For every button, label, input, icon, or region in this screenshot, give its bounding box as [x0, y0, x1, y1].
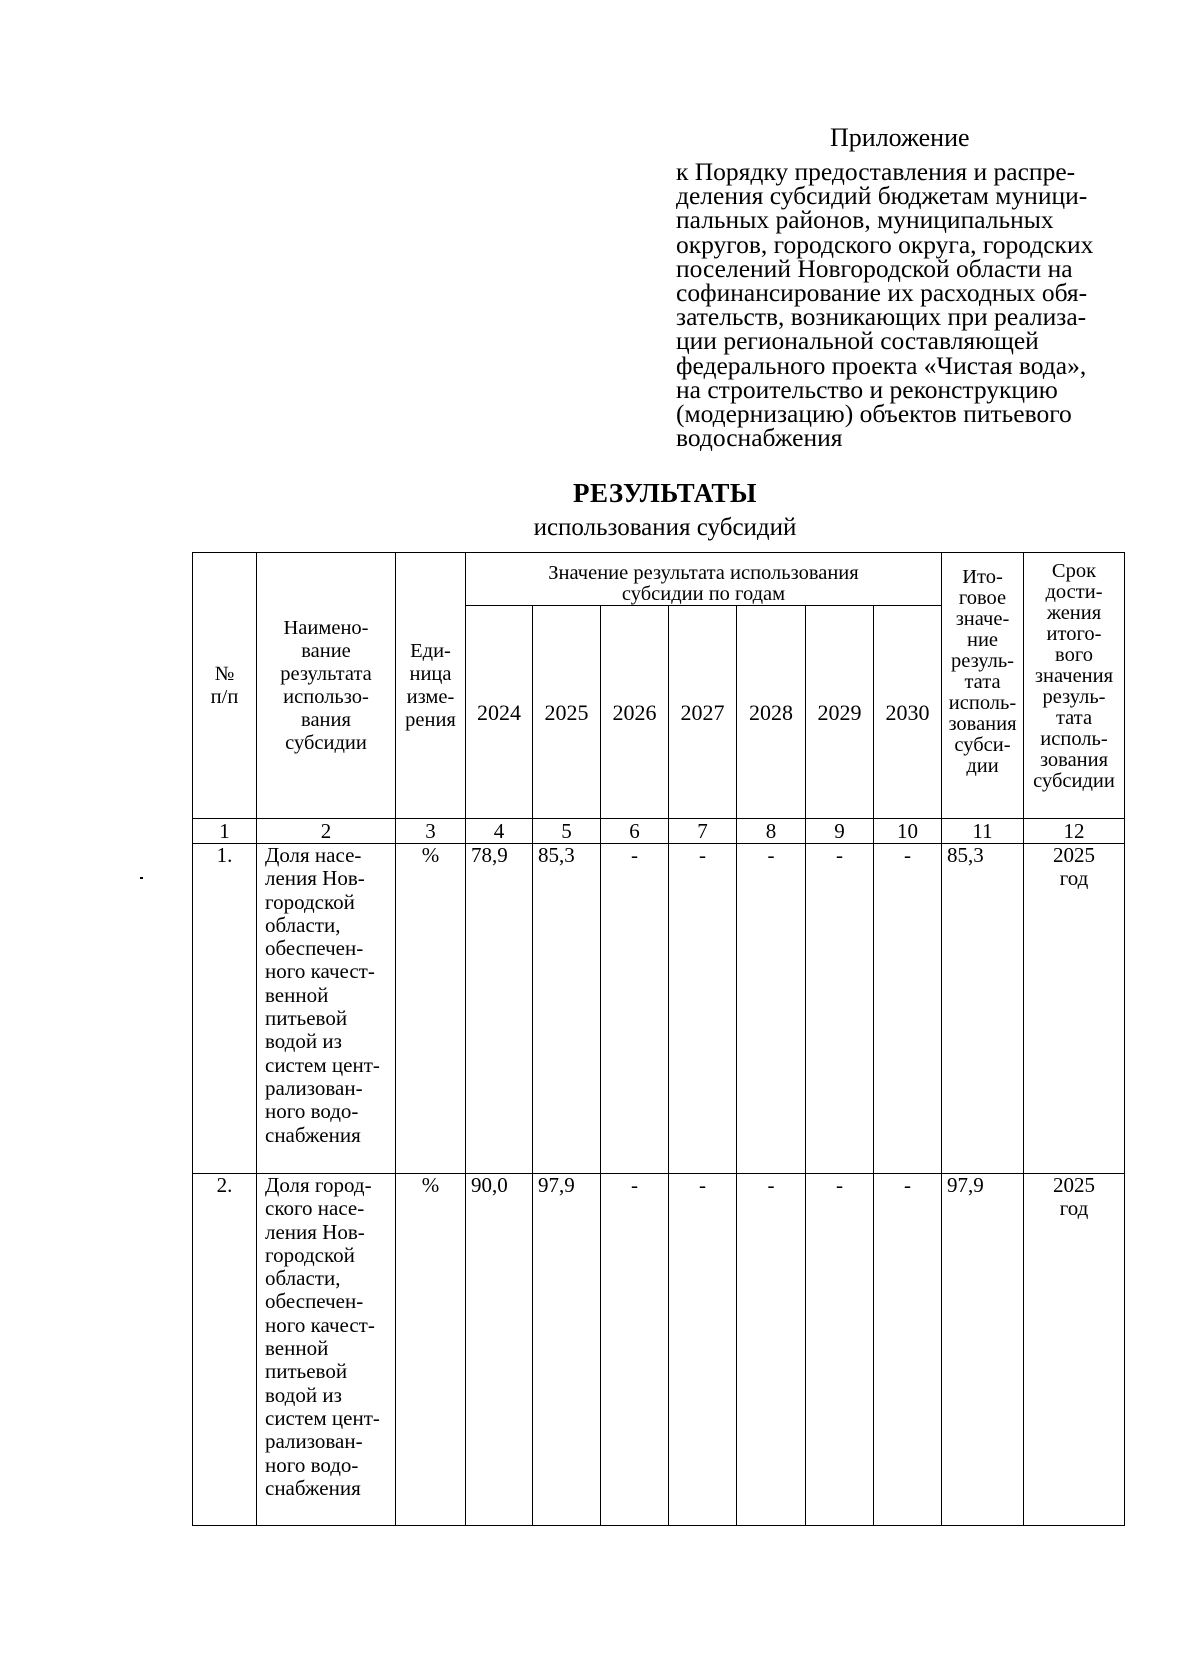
column-number: 6: [601, 819, 669, 844]
row-name: Доля насе- ления Нов- городской области, обеспечен- ного качест- венной питьевой водой из систем цент- рализован- ного водо- снабжения: [257, 844, 396, 1174]
row-value: -: [874, 1174, 942, 1526]
column-number: 2: [257, 819, 396, 844]
row-value: 78,9: [466, 844, 533, 1174]
header-year: 2027: [669, 606, 737, 819]
row-total: 97,9: [942, 1174, 1024, 1526]
appendix-line: округов, городского округа, городских: [676, 229, 1094, 259]
document-subtitle: использования субсидий: [533, 514, 797, 541]
appendix-line: водоснабжения: [676, 423, 843, 453]
stray-mark: [140, 877, 143, 879]
appendix-line: деления субсидий бюджетам муници-: [676, 181, 1088, 211]
row-deadline: 2025 год: [1024, 844, 1125, 1174]
row-unit: %: [396, 1174, 466, 1526]
row-value: 85,3: [533, 844, 601, 1174]
column-number: 1: [193, 819, 257, 844]
results-table: [192, 552, 1125, 1526]
row-number: 1.: [193, 844, 257, 1174]
appendix-line: (модернизацию) объектов питьевого: [676, 399, 1072, 429]
appendix-text: [676, 157, 1136, 453]
column-number: 11: [942, 819, 1024, 844]
row-value: 97,9: [533, 1174, 601, 1526]
header-name: Наимено- вание результата использо- вания субсидии: [257, 553, 396, 819]
appendix-title: Приложение: [830, 123, 970, 152]
appendix-line: софинансирование их расходных обя-: [676, 278, 1088, 308]
header-year: 2026: [601, 606, 669, 819]
row-value: -: [874, 844, 942, 1174]
row-unit: %: [396, 844, 466, 1174]
column-number: 7: [669, 819, 737, 844]
row-value: -: [806, 1174, 874, 1526]
column-number: 10: [874, 819, 942, 844]
row-value: 90,0: [466, 1174, 533, 1526]
row-value: -: [669, 844, 737, 1174]
appendix-line: ции региональной составляющей: [676, 326, 1039, 356]
row-name: Доля город- ского насе- ления Нов- городской области, обеспечен- ного качест- венной питьевой водой из систем цент- рализован- ного водо- снабжения: [257, 1174, 396, 1526]
header-year: 2025: [533, 606, 601, 819]
header-year: 2029: [806, 606, 874, 819]
row-value: -: [601, 1174, 669, 1526]
header-year: 2028: [737, 606, 806, 819]
column-number: 3: [396, 819, 466, 844]
row-total: 85,3: [942, 844, 1024, 1174]
column-numbers-row: [193, 819, 1125, 844]
header-unit: Еди- ница изме- рения: [396, 553, 466, 819]
appendix-line: на строительство и реконструкцию: [676, 374, 1058, 404]
appendix-line: федерального проекта «Чистая вода»,: [676, 350, 1087, 380]
header-deadline: Срок дости- жения итого- вого значения резуль- тата исполь- зования субсидии: [1024, 553, 1125, 819]
row-value: -: [737, 1174, 806, 1526]
row-value: -: [806, 844, 874, 1174]
row-number: 2.: [193, 1174, 257, 1526]
column-number: 12: [1024, 819, 1125, 844]
appendix-line: к Порядку предоставления и распре-: [676, 157, 1076, 186]
column-number: 4: [466, 819, 533, 844]
row-value: -: [669, 1174, 737, 1526]
column-number: 8: [737, 819, 806, 844]
column-number: 9: [806, 819, 874, 844]
row-value: -: [737, 844, 806, 1174]
header-num: № п/п: [193, 553, 257, 819]
header-group: Значение результата использования субсидии по годам: [466, 553, 942, 606]
header-row: [193, 553, 1125, 606]
header-year: 2030: [874, 606, 942, 819]
header-year: 2024: [466, 606, 533, 819]
row-deadline: 2025 год: [1024, 1174, 1125, 1526]
row-value: -: [601, 844, 669, 1174]
header-total: Ито- говое значе- ние резуль- тата исполь- зования субси- дии: [942, 553, 1024, 819]
document-title: РЕЗУЛЬТАТЫ: [573, 478, 757, 508]
appendix-line: пальных районов, муниципальных: [676, 205, 1054, 235]
appendix-line: поселений Новгородской области на: [676, 253, 1073, 283]
table-row: [193, 844, 1125, 1174]
table-row: [193, 1174, 1125, 1526]
appendix-line: зательств, возникающих при реализа-: [676, 302, 1087, 332]
column-number: 5: [533, 819, 601, 844]
